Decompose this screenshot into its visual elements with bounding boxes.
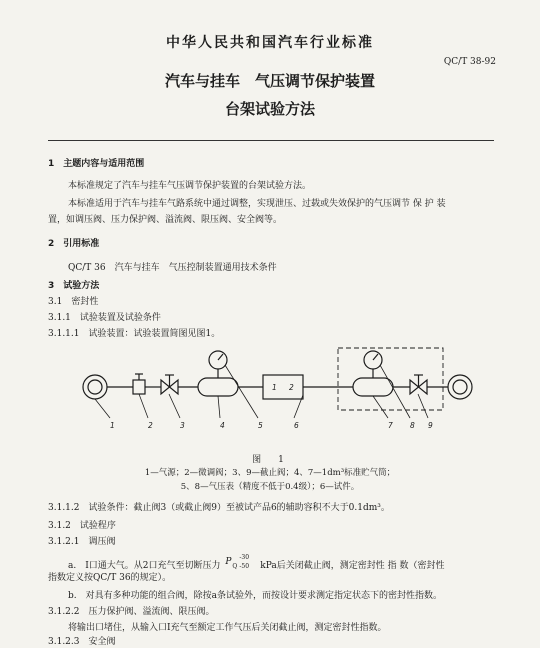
section-3-heading: 3 试验方法 [48, 281, 100, 291]
header-rule [48, 140, 494, 141]
callout-6: 6 [294, 421, 299, 430]
stop-valve-3-icon [161, 375, 178, 394]
device-port-2: 2 [289, 383, 294, 392]
formula-subscript: Q [232, 563, 238, 570]
fine-adjust-valve-icon [133, 380, 145, 394]
test-rig-diagram [70, 345, 490, 445]
outlet-icon [448, 375, 472, 399]
section-3-1-1-2: 3.1.1.2 试验条件：截止阀3（或截止阀9）至被试产品6的辅助容积不大于0.1dm³。 [48, 503, 390, 513]
test-piece-6-icon [263, 375, 303, 399]
section-3-1-2-2-paragraph: 将输出口堵住，从输入口Ⅰ充气至额定工作气压后关闭截止阀，测定密封性指数。 [68, 623, 387, 633]
callout-9: 9 [428, 421, 433, 430]
item-a-line2: 指数定义按QC/T 36的规定）。 [48, 573, 172, 583]
figure-legend-line2: 5、8—气压表（精度不低于0.4级）；6—试件。 [180, 482, 360, 492]
pressure-gauge-8-icon [364, 351, 382, 369]
document-title-line1: 汽车与挂车 气压调节保护装置 [164, 72, 375, 90]
document-title-line2: 台架试验方法 [224, 100, 315, 118]
section-1-heading: 1 主题内容与适用范围 [48, 159, 145, 169]
callout-8: 8 [410, 421, 415, 430]
stop-valve-9-icon [410, 375, 427, 394]
formula-p: P [225, 557, 232, 567]
reservoir-7-icon [353, 369, 393, 396]
item-a-suffix: kPa后关闭截止阀，测定密封性 指 数（密封性 [260, 561, 445, 571]
section-3-1-2-1: 3.1.2.1 调压阀 [48, 537, 116, 547]
item-a-line1 [68, 556, 444, 572]
callout-7: 7 [388, 421, 393, 430]
item-b: b. 对具有多种功能的组合阀，除按a条试验外，而按设计要求测定指定状态下的密封性指数。 [68, 591, 442, 601]
section-1-paragraph-2a: 本标准适用于汽车与挂车气路系统中通过调整，实现泄压、过载或失效保护的气压调节 保 护 装 [68, 199, 446, 209]
section-1-paragraph-2b: 置，如调压阀、压力保护阀、溢流阀、限压阀、安全阀等。 [48, 215, 283, 225]
reservoir-4-icon [198, 369, 238, 396]
section-3-1-2: 3.1.2 试验程序 [48, 521, 116, 531]
section-3-1-2-2: 3.1.2.2 压力保护阀、溢流阀、限压阀。 [48, 607, 215, 617]
figure-legend-line1: 1—气源；2—微调阀；3、9—截止阀；4、7—1dm³标准贮气筒； [144, 468, 396, 478]
cutoff-pressure-formula [223, 556, 257, 568]
figure-label: 图 1 [252, 455, 288, 465]
air-source-icon [83, 375, 107, 399]
pressure-gauge-5-icon [209, 351, 227, 369]
section-2-heading: 2 引用标准 [48, 239, 100, 249]
formula-upper-tolerance: -30 [239, 554, 250, 561]
callout-4: 4 [220, 421, 225, 430]
standard-code: QC/T 38-92 [443, 57, 496, 67]
standard-title: 中华人民共和国汽车行业标准 [166, 35, 374, 51]
item-a-prefix: a. Ⅰ口通大气。从2口充气至切断压力 [68, 561, 221, 571]
removable-group-box [338, 348, 443, 410]
device-port-1: 1 [272, 383, 277, 392]
section-3-1-2-3: 3.1.2.3 安全阀 [48, 637, 116, 647]
formula-lower-tolerance: -50 [239, 563, 250, 570]
section-3-1: 3.1 密封性 [48, 297, 99, 307]
section-3-1-1-1: 3.1.1.1 试验装置：试验装置简图见图1。 [48, 329, 221, 339]
callout-2: 2 [148, 421, 153, 430]
reference-standard: QC/T 36 汽车与挂车 气压控制装置通用技术条件 [68, 263, 277, 273]
callout-1: 1 [110, 421, 115, 430]
callout-3: 3 [180, 421, 185, 430]
section-3-1-1: 3.1.1 试验装置及试验条件 [48, 313, 161, 323]
section-1-paragraph-1: 本标准规定了汽车与挂车气压调节保护装置的台架试验方法。 [68, 181, 312, 191]
callout-5: 5 [258, 421, 263, 430]
